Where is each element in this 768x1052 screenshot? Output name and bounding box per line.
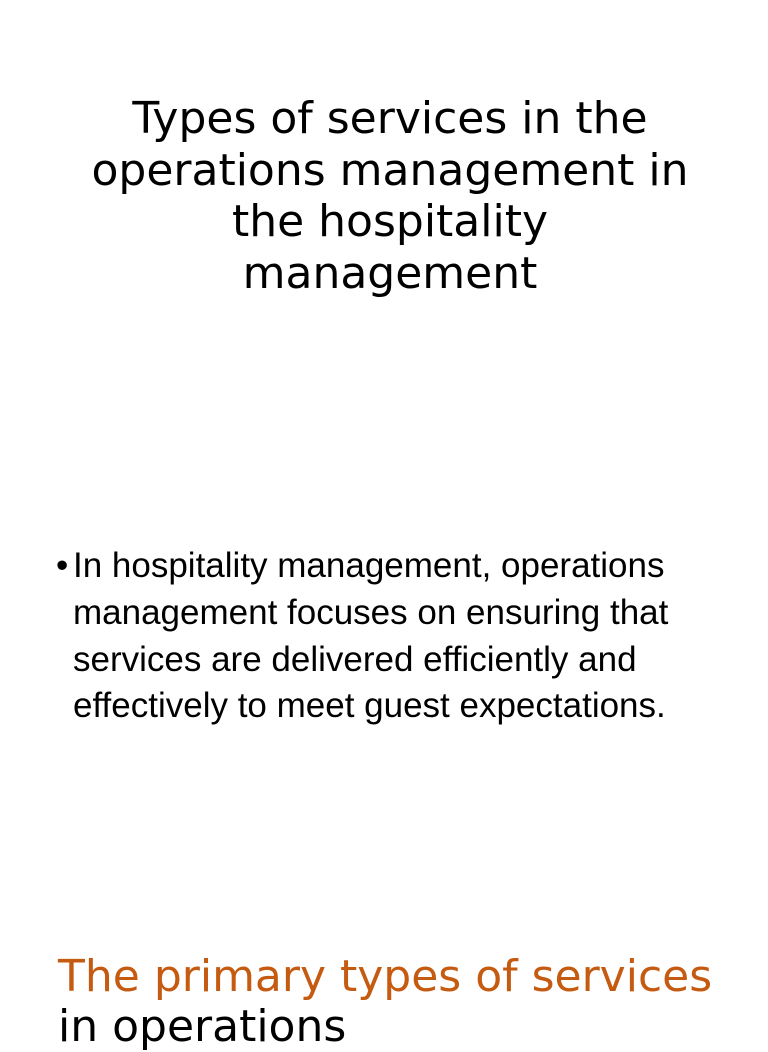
bullet-line (56, 543, 736, 730)
subheading-highlight: The primary types of services (58, 951, 713, 1002)
slide-title: Types of services in the operations management in the hospitality management (91, 93, 689, 299)
bullet-text: In hospitality management, operations management focuses on ensuring that services are delivered efficiently and effectively to meet guest expectations. (73, 546, 669, 726)
bullet-point (56, 543, 736, 730)
bullet-marker: • (56, 546, 69, 585)
section-subheading (58, 952, 748, 1052)
subheading-rest: in operations (58, 1001, 347, 1052)
